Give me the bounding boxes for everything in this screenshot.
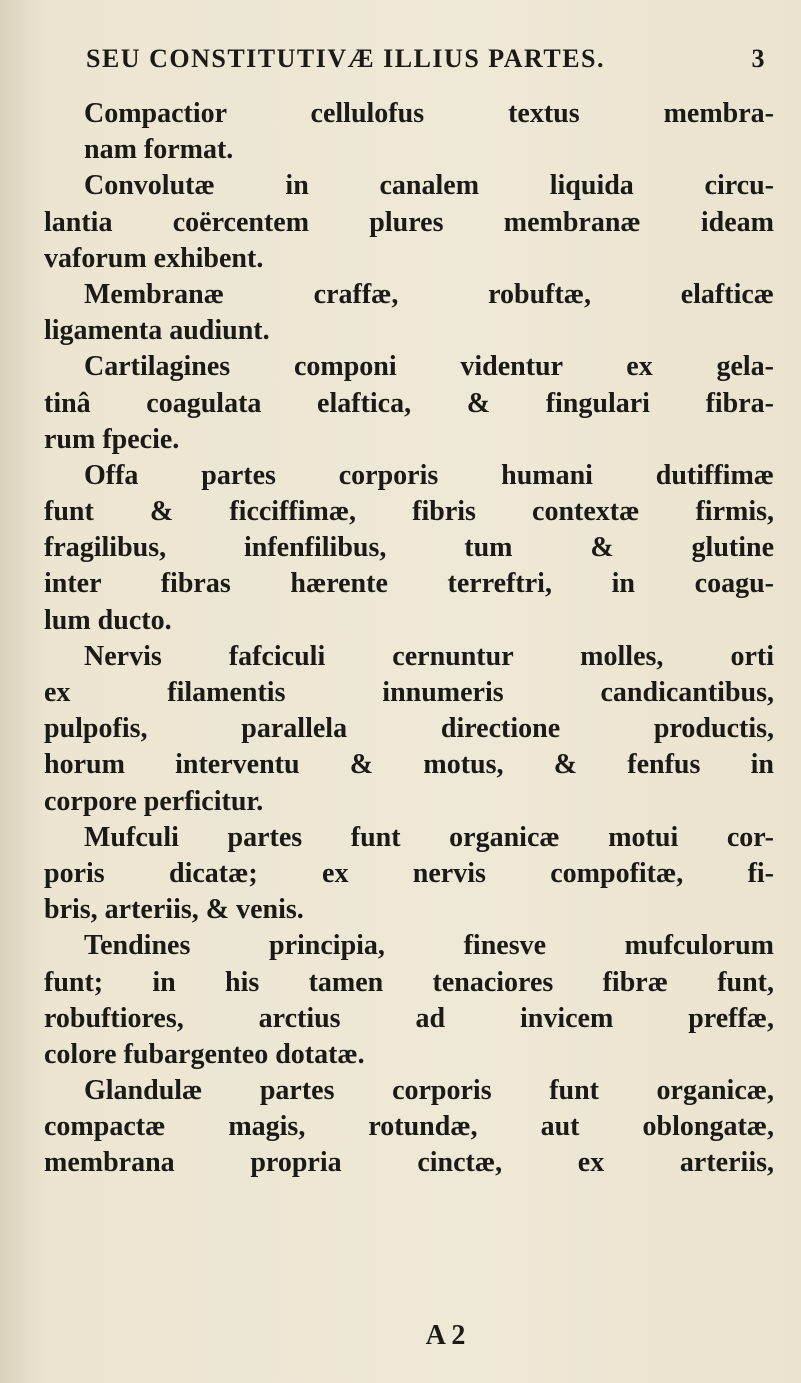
text-line: Offa partes corporis humani dutiffimæ: [84, 459, 774, 491]
text-line: rum fpecie.: [44, 423, 180, 455]
text-line: Mufculi partes funt organicæ motui cor-: [84, 821, 774, 853]
text-line: membrana propria cinctæ, ex arteriis,: [44, 1147, 774, 1179]
running-title: SEU CONSTITUTIVÆ ILLIUS PARTES.: [86, 44, 606, 73]
running-header: [86, 44, 766, 74]
text-line: vaforum exhibent.: [44, 242, 264, 274]
text-line: Membranæ craffæ, robuftæ, elafticæ: [84, 278, 774, 310]
text-line: poris dicatæ; ex nervis compofitæ, fi-: [44, 857, 774, 889]
text-line: tinâ coagulata elaftica, & fingulari fibra-: [44, 387, 774, 419]
text-body: [44, 96, 774, 1182]
text-line: Glandulæ partes corporis funt organicæ,: [84, 1075, 774, 1107]
text-line: colore fubargenteo dotatæ.: [44, 1038, 365, 1070]
text-line: Compactior cellulofus textus membra-: [84, 98, 774, 129]
text-line: funt & ficciffimæ, fibris contextæ firmis,: [44, 496, 774, 528]
text-line: ex filamentis innumeris candicantibus,: [44, 677, 774, 708]
text-line: nam format.: [84, 134, 234, 166]
text-line: funt; in his tamen tenaciores fibræ funt,: [44, 966, 774, 998]
text-line: ligamenta audiunt.: [44, 315, 270, 347]
text-line: Tendines principia, finesve mufculorum: [84, 930, 774, 962]
text-line: corpore perficitur.: [44, 785, 264, 817]
text-line: Convolutæ in canalem liquida circu-: [84, 170, 774, 202]
signature-text: A 2: [425, 1320, 466, 1351]
signature-mark: [0, 1320, 801, 1352]
text-line: bris, arteriis, & venis.: [44, 894, 304, 926]
text-line: Nervis fafciculi cernuntur molles, orti: [84, 640, 774, 672]
text-line: lum ducto.: [44, 604, 172, 636]
text-line: lantia coërcentem plures membranæ ideam: [44, 206, 774, 238]
text-line: inter fibras hærente terreftri, in coagu-: [44, 568, 774, 600]
text-line: compactæ magis, rotundæ, aut oblongatæ,: [44, 1111, 774, 1143]
text-line: horum interventu & motus, & fenfus in: [44, 749, 774, 781]
text-line: robuftiores, arctius ad invicem preffæ,: [44, 1002, 774, 1034]
page-number: 3: [751, 44, 766, 73]
text-line: fragilibus, infenfilibus, tum & glutine: [44, 532, 774, 564]
text-line: Cartilagines componi videntur ex gela-: [84, 351, 774, 383]
text-line: pulpofis, parallela directione productis,: [44, 713, 774, 745]
